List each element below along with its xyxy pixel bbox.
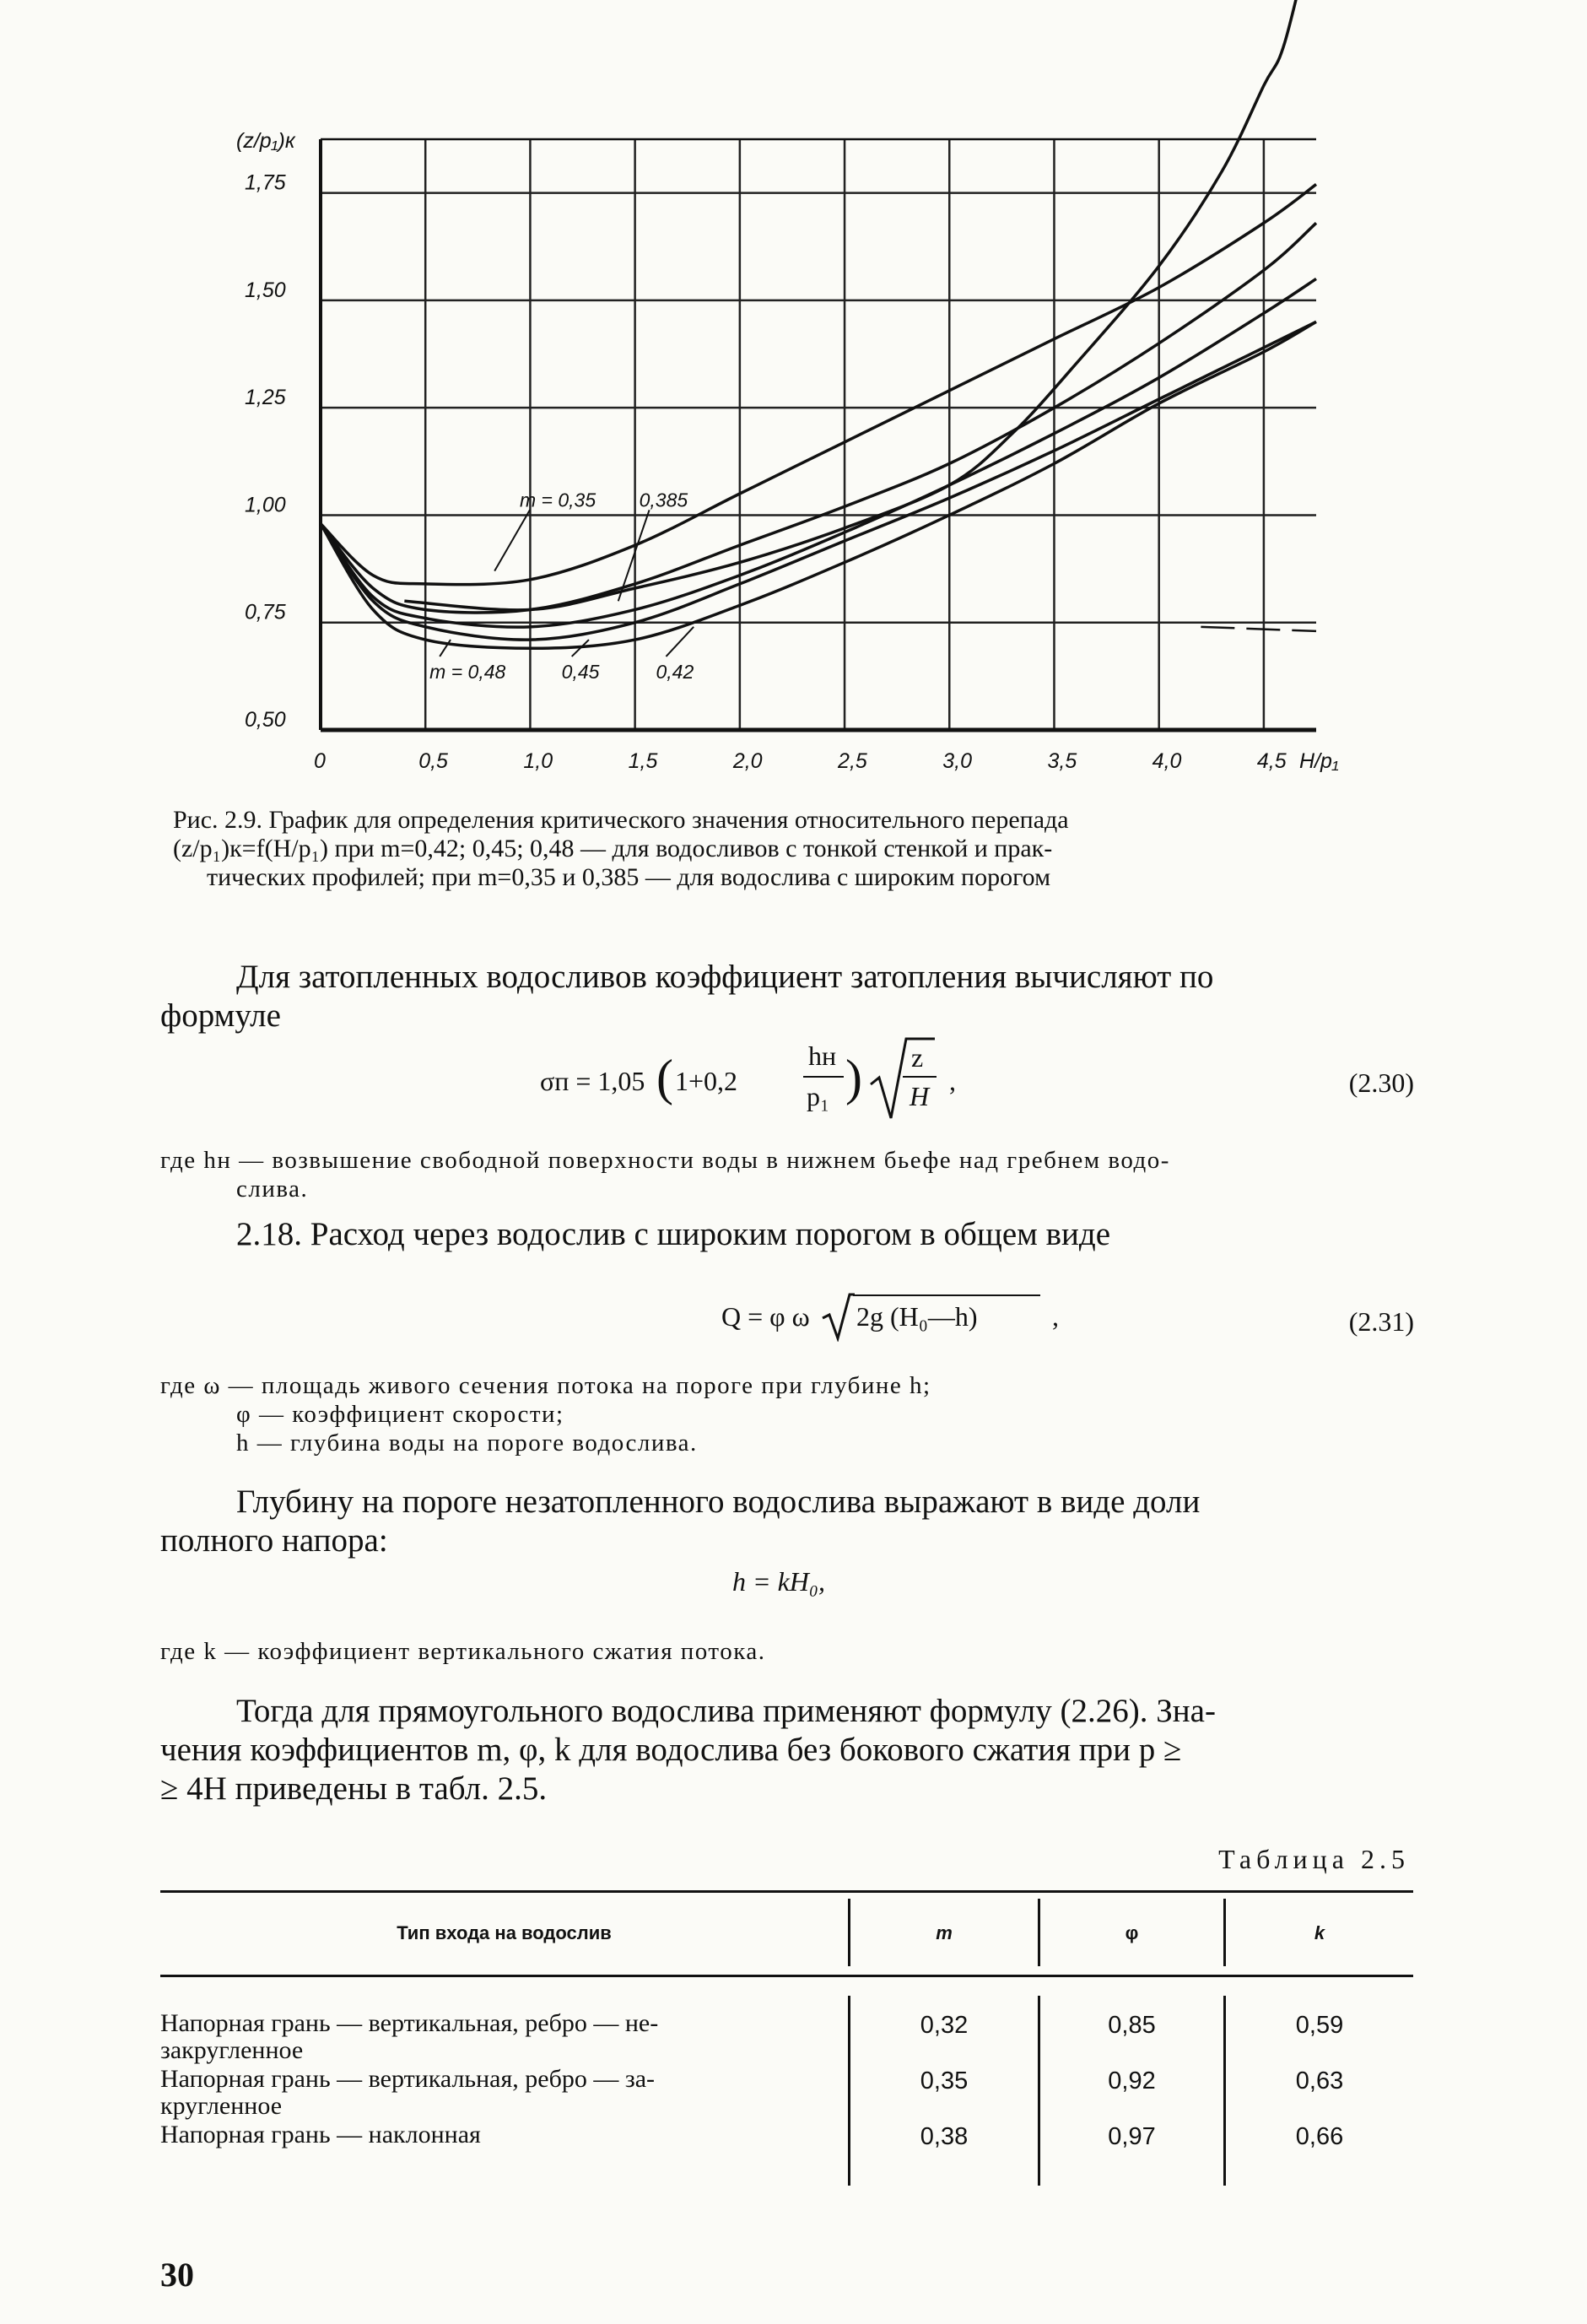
paragraph-then [160,1692,1413,1808]
paren-close: ) [845,1050,862,1105]
table-cell-phi: 0,97 [1108,2123,1156,2150]
table-title: Таблица 2.5 [1218,1844,1410,1874]
where-line: где ω — площадь живого сечения потока на пороге при глубине h; [160,1372,931,1399]
paragraph-flooded-weirs [160,958,1413,997]
formula-number-2-30: (2.30) [1348,1067,1414,1098]
critical-drop-chart [228,118,1339,776]
formula-number-2-31: (2.31) [1348,1306,1414,1337]
formula-2-30 [540,1034,1181,1135]
caption-line-3: тических профилей; при m=0,35 и 0,385 — для водослива с широким порогом [207,863,1051,891]
table-cell-phi: 0,92 [1108,2067,1156,2094]
curve-label: 0,45 [561,660,600,683]
series-line [321,184,1316,584]
root-numerator: z [911,1042,924,1073]
x-tick-label: 0,5 [418,749,448,773]
series-line [321,322,1316,648]
y-axis-label: (z/p₁)к [236,129,295,153]
series-line [404,0,1316,610]
table-row-label [160,2121,835,2148]
x-tick-label: 1,0 [523,749,553,773]
table-cell-k: 0,66 [1295,2123,1344,2150]
where-line: слива. [236,1176,309,1203]
paragraph-line: Тогда для прямоугольного водослива применяют формулу (2.26). Зна- [236,1693,1216,1729]
x-tick-label: 1,5 [628,749,658,773]
paragraph-line-formula-word: формуле [160,997,281,1034]
where-list [160,1371,1417,1457]
caption-line-2: (z/p₁)к=f(H/p₁) при m=0,42; 0,45; 0,48 — для водосливов с тонкой стенкой и прак- [173,835,1053,862]
curve-label: m = 0,35 [520,489,596,511]
formula-comma: , [1052,1301,1059,1332]
y-tick-label: 0,50 [245,708,286,732]
x-tick-label: 2,5 [838,749,867,773]
row-label-line: закругленное [160,2036,304,2064]
where-hn [160,1146,1417,1203]
x-tick-label: 4,5 [1256,749,1287,773]
table-cell-m: 0,32 [920,2012,969,2039]
table-row-label [160,2010,835,2064]
paragraph-depth: Глубину на пороге незатопленного водослива выражают в виде доли [236,1484,1201,1520]
row-label-line: кругленное [160,2092,283,2120]
radical-overbar [853,1294,1040,1296]
paragraph-2-18: 2.18. Расход через водослив с широким порогом в общем виде [236,1216,1111,1252]
reference-line [1201,627,1316,631]
paragraph-line: ≥ 4H приведены в табл. 2.5. [160,1770,548,1807]
x-tick-label: 0 [314,749,326,773]
x-tick-label: 2,0 [732,749,763,773]
root-denominator: H [910,1081,930,1111]
figure-caption [173,806,1430,892]
table-cell-m: 0,38 [920,2123,969,2150]
page-number: 30 [160,2256,194,2294]
formula-lhs: σп = 1,05 [540,1066,645,1096]
table-row-label [160,2066,835,2120]
table-header-k: k [1314,1922,1325,1943]
formula-h: h = kH₀, [732,1566,826,1597]
caption-line-1: Рис. 2.9. График для определения критического значения относительного перепада [173,806,1069,834]
table-cell-k: 0,63 [1295,2067,1344,2094]
radicand: 2g (H₀—h) [856,1301,978,1332]
y-tick-label: 1,00 [245,493,286,517]
table-top-rule [160,1890,1413,1893]
table-header-rule [160,1975,1413,1977]
radical-sign [821,1291,855,1342]
row-label-line: Напорная грань — вертикальная, ребро — за- [160,2065,655,2093]
y-tick-label: 1,75 [245,170,286,195]
y-tick-label: 1,25 [245,386,286,410]
table-cell-m: 0,35 [920,2067,969,2094]
curve-label-leader [494,510,530,570]
table-cell-k: 0,59 [1295,2012,1344,2039]
formula-comma: , [949,1066,956,1096]
row-label-line: Напорная грань — наклонная [160,2121,481,2148]
curve-label: 0,42 [656,660,694,683]
series-line [321,322,1316,640]
formula-mid: 1+0,2 [675,1066,738,1096]
where-line: где hн — возвышение свободной поверхности воды в нижнем бьефе над гребнем водо- [160,1147,1170,1174]
formula-lhs: Q = φ ω [721,1301,810,1332]
y-tick-label: 1,50 [245,278,286,302]
curve-label: m = 0,48 [429,660,506,683]
table-cell-phi: 0,85 [1108,2012,1156,2039]
table-header-m: m [936,1922,953,1943]
fraction-denominator: p₁ [807,1081,830,1111]
where-k: где k — коэффициент вертикального сжатия потока. [160,1638,766,1665]
paragraph-line: полного напора: [160,1522,388,1559]
where-line: φ — коэффициент скорости; [236,1401,564,1428]
radical-sign [869,1034,937,1127]
fraction-bar [803,1076,844,1078]
chart-svg [228,118,1339,776]
x-tick-label: 4,0 [1152,749,1182,773]
paragraph-line: Для затопленных водосливов коэффициент затопления вычисляют по [236,959,1214,995]
paragraph-line: чения коэффициентов m, φ, k для водослива без бокового сжатия при p ≥ [160,1732,1182,1768]
row-label-line: Напорная грань — вертикальная, ребро — не- [160,2009,659,2037]
table-header-phi: φ [1125,1922,1139,1943]
fraction-numerator: hн [808,1040,837,1071]
root-fraction-bar [903,1076,937,1078]
y-tick-label: 0,75 [245,600,286,624]
x-tick-label: 3,5 [1047,749,1077,773]
where-line: h — глубина воды на пороге водослива. [236,1430,698,1457]
x-tick-label: 3,0 [942,749,973,773]
curve-label: 0,385 [639,489,688,511]
table-header-type: Тип входа на водослив [397,1922,612,1943]
x-axis-label: H/p₁ [1299,749,1339,773]
formula-2-31 [721,1291,1160,1342]
paren-open: ( [656,1050,673,1105]
